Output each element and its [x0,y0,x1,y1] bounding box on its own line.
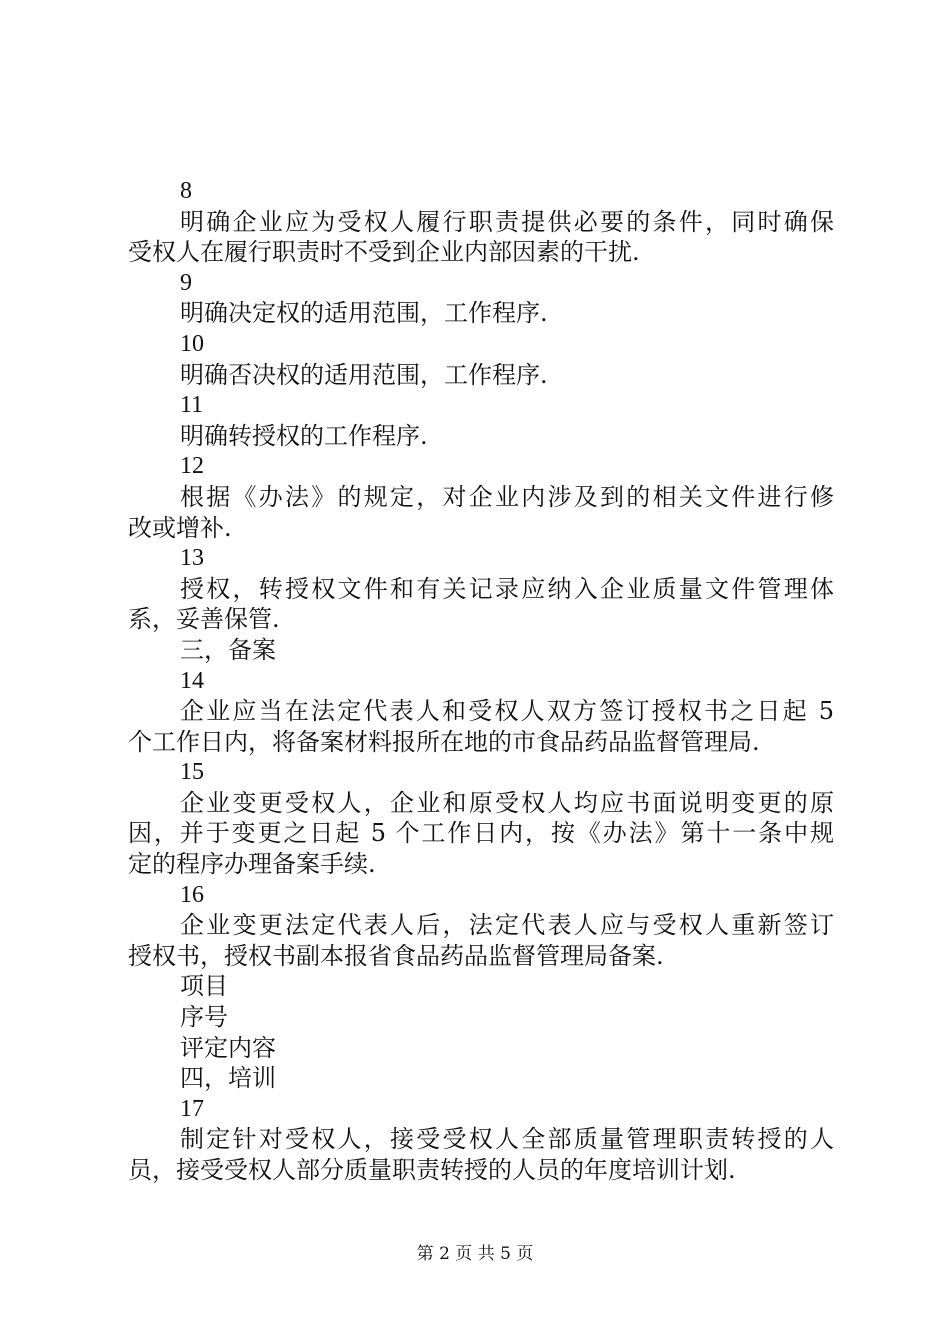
section-number: 12 [180,453,204,480]
text-line: 根据《办法》的规定，对企业内涉及到的相关文件进行修 [180,482,834,511]
section-number: 8 [180,178,192,204]
section-number: 11 [180,392,204,419]
section-number: 16 [180,881,204,908]
document-body [128,176,834,1186]
text-line: 因，并于变更之日起 5 个工作日内，按《办法》第十一条中规 [128,819,834,848]
section-number: 14 [180,667,204,694]
text-line: 个工作日内，将备案材料报所在地的市食品药品监督管理局. [128,727,760,756]
text-line: 项目 [180,972,228,1001]
text-line: 受权人在履行职责时不受到企业内部因素的干扰. [128,238,640,267]
section-number: 13 [180,545,204,572]
section-number: 10 [180,330,204,357]
text-line: 企业应当在法定代表人和受权人双方签订授权书之日起 5 [180,697,834,726]
text-line: 三，备案 [180,635,276,664]
text-line: 制定针对受权人，接受受权人全部质量管理职责转授的人 [180,1125,834,1154]
text-line: 系，妥善保管. [128,605,280,634]
text-line: 授权书，授权书副本报省食品药品监督管理局备案. [128,941,664,970]
text-line: 企业变更受权人，企业和原受权人均应书面说明变更的原 [180,788,834,817]
text-line: 员，接受受权人部分质量职责转授的人员的年度培训计划. [128,1156,736,1184]
text-line: 评定内容 [180,1033,276,1062]
text-line: 企业变更法定代表人后，法定代表人应与受权人重新签订 [180,911,834,940]
text-line: 明确转授权的工作程序. [180,421,428,450]
text-line: 改或增补. [128,513,232,542]
text-line: 明确否决权的适用范围，工作程序. [180,360,548,389]
text-line: 四，培训 [180,1064,276,1093]
page-footer: 第 2 页 共 5 页 [416,1244,534,1264]
text-line: 序号 [180,1003,228,1032]
section-number: 9 [180,269,192,296]
text-line: 明确企业应为受权人履行职责提供必要的条件，同时确保 [180,207,834,236]
text-line: 明确决定权的适用范围，工作程序. [180,299,548,328]
section-number: 15 [180,759,204,786]
section-number: 17 [180,1095,204,1122]
text-line: 定的程序办理备案手续. [128,850,376,879]
text-line: 授权，转授权文件和有关记录应纳入企业质量文件管理体 [180,574,834,603]
